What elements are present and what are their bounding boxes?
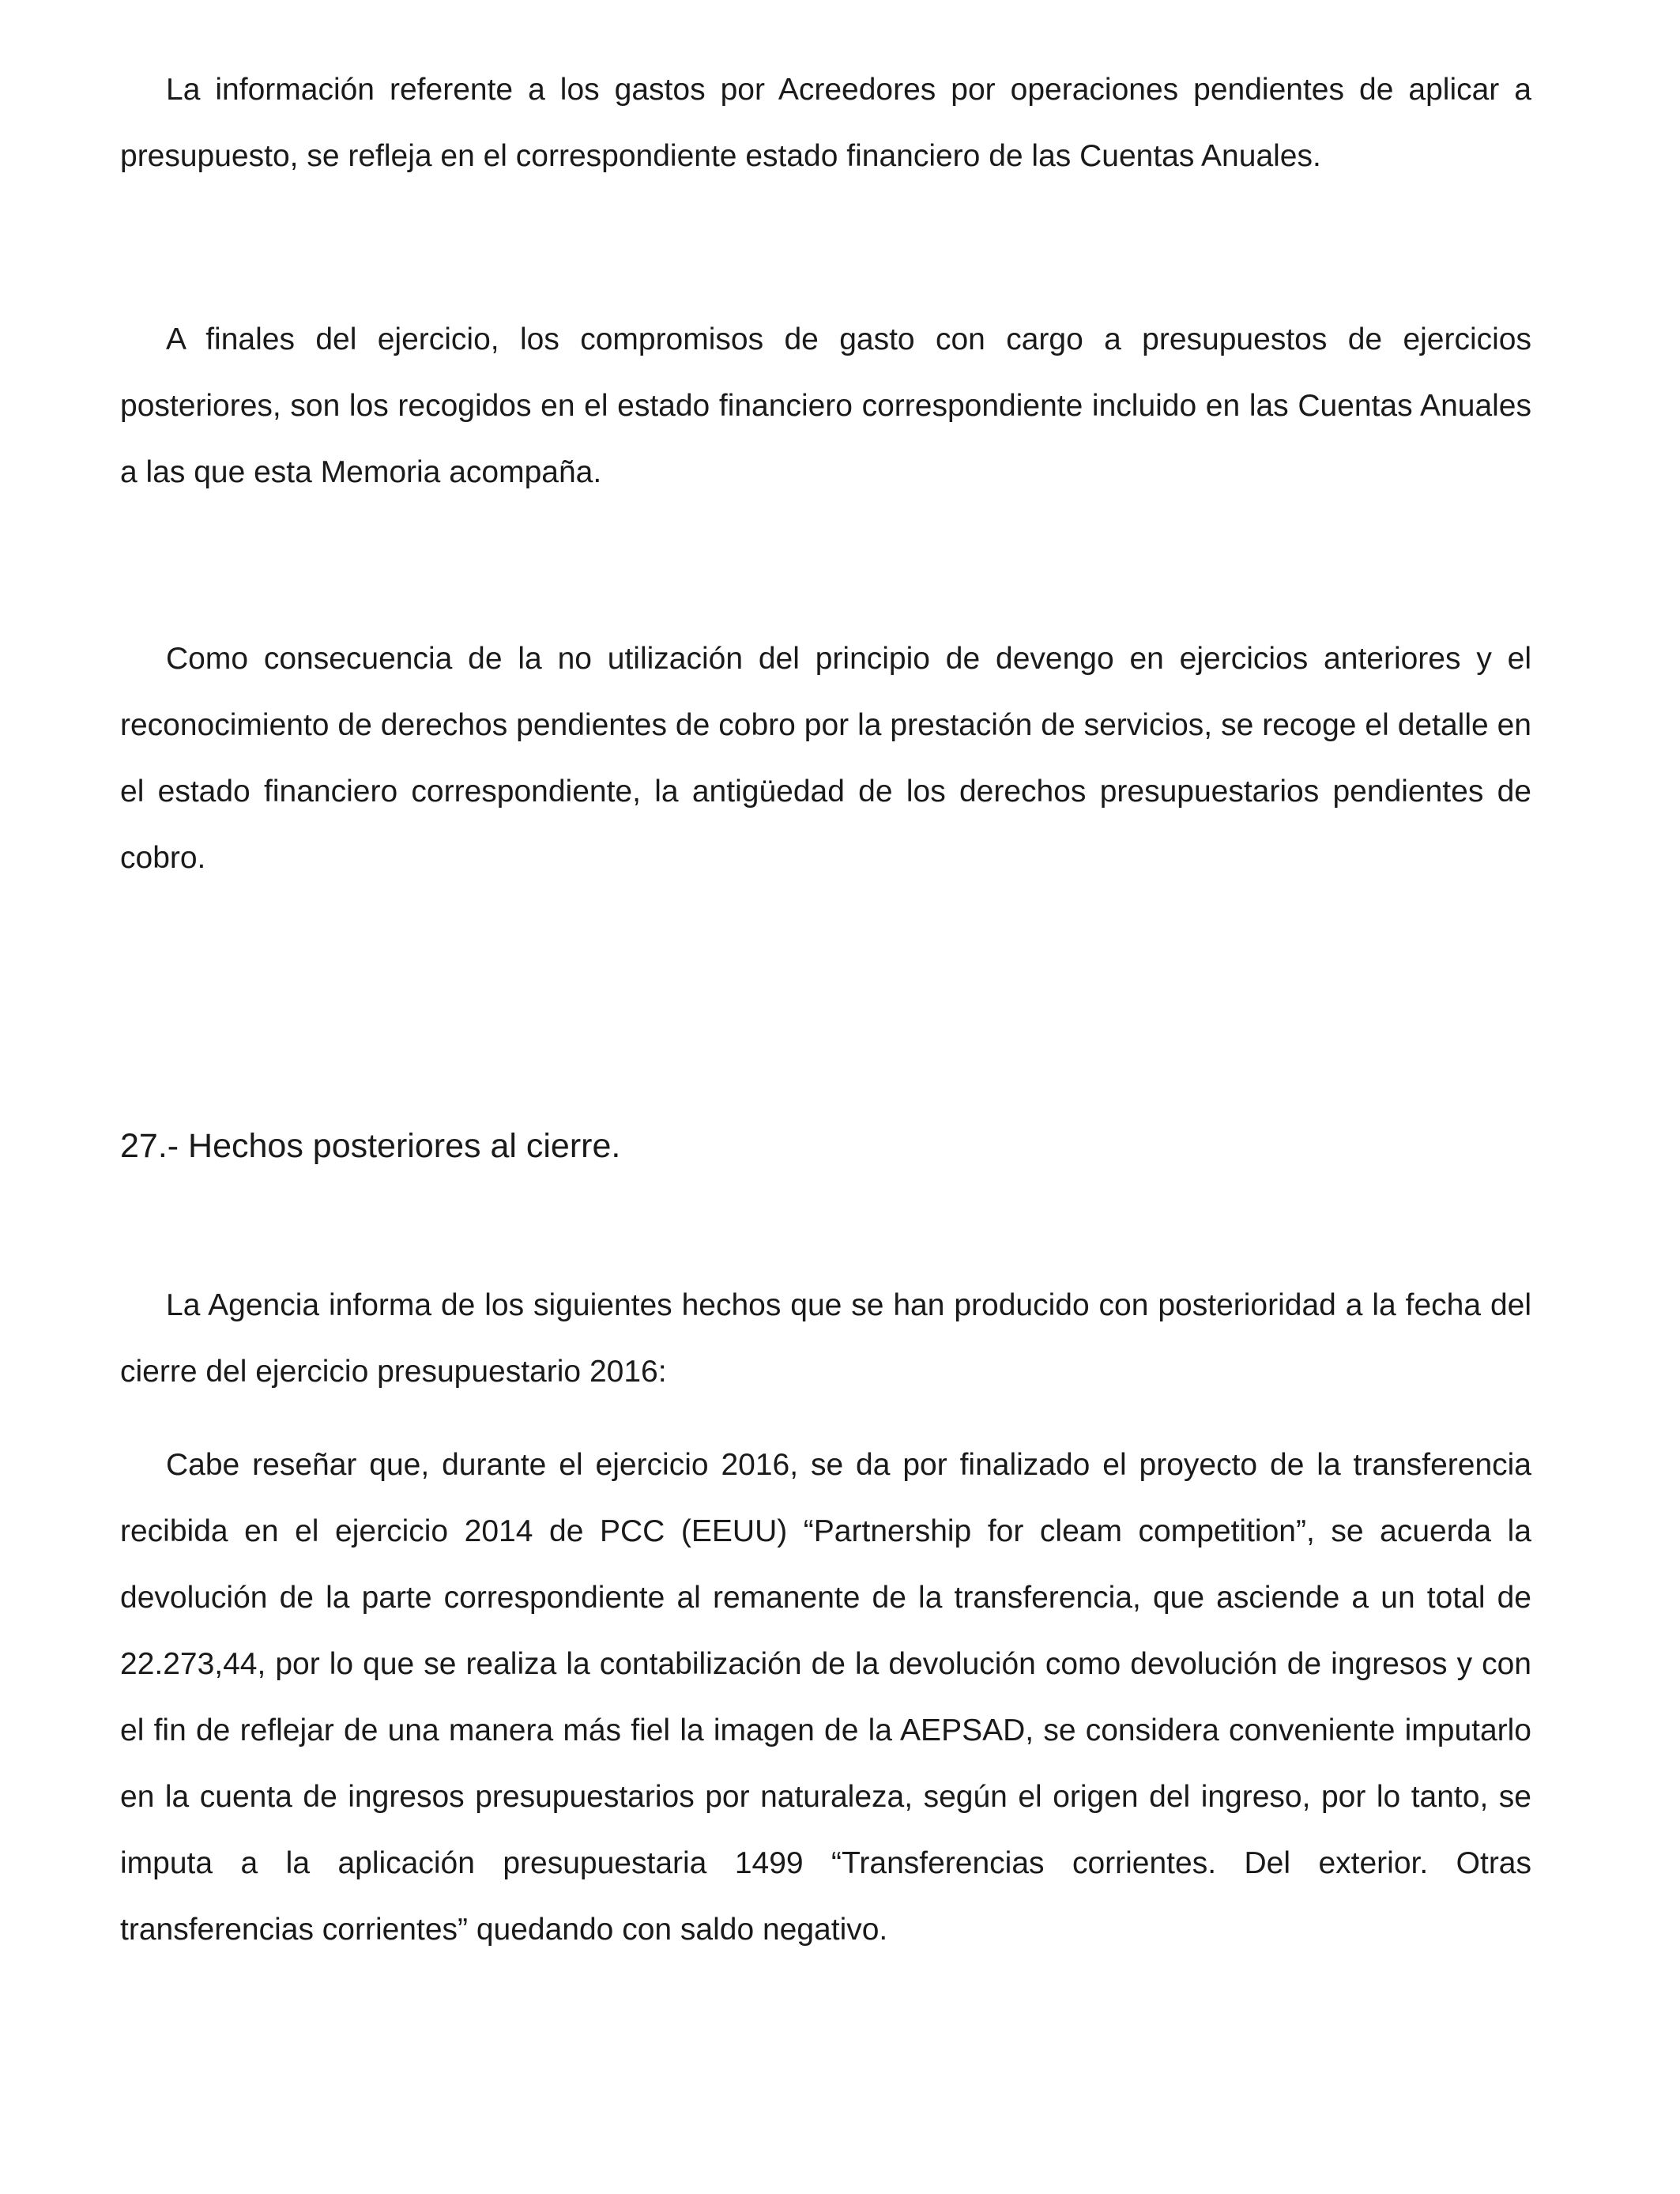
paragraph-devolucion-transferencia: Cabe reseñar que, durante el ejercicio 2016, se da por finalizado el proyecto de la transferencia recibida en el ejercicio 2014 de PCC (EEUU) “Partnership for cleam competition”, se acuerda la devolución de la parte correspondiente al remanente de la transferencia, que asciende a un total de 22.273,44, por lo que se realiza la contabilización de la devolución como devolución de ingresos y con el fin de reflejar de una manera más fiel la imagen de la AEPSAD, se considera conveniente imputarlo en la cuenta de ingresos presupuestarios por naturaleza, según el origen del ingreso, por lo tanto, se imputa a la aplicación presupuestaria 1499 “Transferencias corrientes. Del exterior. Otras transferencias corrientes” quedando con saldo negativo.	[120, 1448, 1531, 1947]
section-heading-hechos-posteriores: 27.- Hechos posteriores al cierre.	[120, 1127, 621, 1165]
paragraph-acreedores: La información referente a los gastos por Acreedores por operaciones pendientes de aplicar a presupuesto, se refleja en el correspondiente estado financiero de las Cuentas Anuales.	[120, 73, 1531, 173]
paragraph-devengo: Como consecuencia de la no utilización del principio de devengo en ejercicios anteriores y el reconocimiento de derechos pendientes de cobro por la prestación de servicios, se recoge el detalle en el estado financiero correspondiente, la antigüedad de los derechos presupuestarios pendientes de cobro.	[120, 642, 1531, 875]
paragraph-agencia-informa: La Agencia informa de los siguientes hechos que se han producido con posterioridad a la fecha del cierre del ejercicio presupuestario 2016:	[120, 1288, 1531, 1389]
paragraph-compromisos-gasto: A finales del ejercicio, los compromisos de gasto con cargo a presupuestos de ejercicios posteriores, son los recogidos en el estado financiero correspondiente incluido en las Cuentas Anuales a las que esta Memoria acompaña.	[120, 322, 1531, 489]
